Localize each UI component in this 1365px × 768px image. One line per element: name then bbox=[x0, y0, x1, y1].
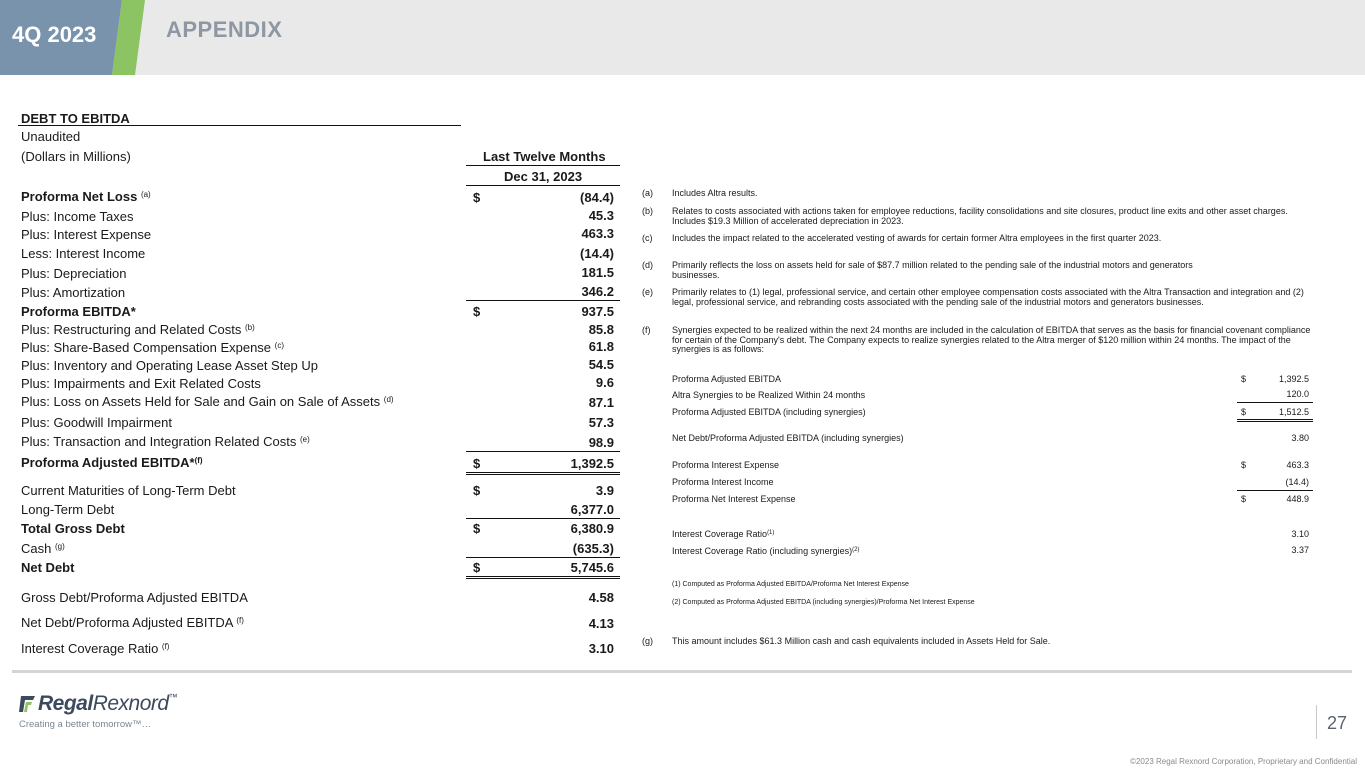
row-label-proforma-net-loss: Proforma Net Loss $^{(a)}$ bbox=[21, 189, 151, 204]
row-label-transaction-costs: Plus: Transaction and Integration Related Costs $^{(e)}$ bbox=[21, 434, 310, 449]
subtotal-rule bbox=[466, 300, 620, 301]
row-value: 6,380.9 bbox=[570, 521, 614, 536]
synergy-footnote-2: (2) Computed as Proforma Adjusted EBITDA (including synergies)/Proforma Net Interest Expense bbox=[672, 599, 975, 606]
synergy-subtotal-rule bbox=[1237, 402, 1313, 403]
company-tagline: Creating a better tomorrow™… bbox=[19, 719, 151, 730]
subtotal-rule bbox=[466, 518, 620, 519]
page-number: 27 bbox=[1327, 713, 1348, 733]
row-label-inventory-step-up: Plus: Inventory and Operating Lease Asset Step Up bbox=[21, 358, 319, 373]
synergy-label-coverage: Interest Coverage Ratio$^{(1)}$ bbox=[672, 529, 775, 539]
row-value: 98.9 bbox=[588, 435, 614, 450]
row-dollar: $ bbox=[473, 483, 481, 498]
note-text-a: Includes Altra results. bbox=[672, 188, 758, 198]
row-label-net-debt-ratio: Net Debt/Proforma Adjusted EBITDA $^{(f)}$ bbox=[21, 615, 244, 630]
subtotal-rule bbox=[466, 557, 620, 558]
row-label-net-debt: Net Debt bbox=[21, 560, 75, 575]
header-bar bbox=[0, 0, 1365, 75]
synergy-label-interest-expense: Proforma Interest Expense bbox=[672, 460, 780, 470]
row-label-income-taxes: Plus: Income Taxes bbox=[21, 209, 134, 224]
regal-rexnord-logo-icon bbox=[18, 694, 38, 714]
synergy-value: (14.4) bbox=[1285, 477, 1309, 487]
note-letter-d: (d) bbox=[642, 260, 653, 270]
row-label-current-maturities: Current Maturities of Long-Term Debt bbox=[21, 483, 236, 498]
row-label-amortization: Plus: Amortization bbox=[21, 285, 126, 300]
note-letter-e: (e) bbox=[642, 287, 653, 297]
note-text-e: Primarily relates to (1) legal, professional service, and certain other employee compensation costs associated with the Altra Transaction and integration and (2) legal, professional service, and rebranding costs associated with the pending sale of the industrial motors and generators businesses. bbox=[672, 287, 1304, 307]
subtotal-rule bbox=[466, 451, 620, 452]
row-label-depreciation: Plus: Depreciation bbox=[21, 266, 127, 281]
row-dollar: $ bbox=[473, 304, 481, 319]
row-label-long-term-debt: Long-Term Debt bbox=[21, 502, 115, 517]
synergy-dollar: $ bbox=[1241, 374, 1247, 384]
table-subtitle: Unaudited bbox=[21, 129, 81, 144]
synergy-footnote-1: (1) Computed as Proforma Adjusted EBITDA/Proforma Net Interest Expense bbox=[672, 581, 909, 588]
row-value: 3.9 bbox=[595, 483, 614, 498]
column-subheader-underline bbox=[466, 185, 620, 186]
column-header-underline bbox=[466, 165, 620, 166]
synergy-value: 1,512.5 bbox=[1278, 407, 1309, 417]
column-subheader: Dec 31, 2023 bbox=[504, 169, 583, 184]
synergy-label-coverage-incl: Interest Coverage Ratio (including synergies)$^{(2)}$ bbox=[672, 546, 860, 556]
row-label-gross-debt-ratio: Gross Debt/Proforma Adjusted EBITDA bbox=[21, 590, 248, 605]
row-dollar: $ bbox=[473, 190, 481, 205]
synergy-value: 1,392.5 bbox=[1278, 374, 1309, 384]
synergy-value: 463.3 bbox=[1286, 460, 1309, 470]
row-value: 346.2 bbox=[581, 284, 614, 299]
title-underline bbox=[18, 125, 461, 126]
row-value: 4.58 bbox=[588, 590, 614, 605]
note-letter-b: (b) bbox=[642, 206, 653, 216]
quarter-badge bbox=[0, 0, 140, 75]
synergy-label-adj-ebitda-incl: Proforma Adjusted EBITDA (including synergies) bbox=[672, 407, 866, 417]
synergy-label-interest-income: Proforma Interest Income bbox=[672, 477, 774, 487]
row-label-proforma-ebitda: Proforma EBITDA* bbox=[21, 304, 136, 319]
page-number-divider bbox=[1316, 705, 1317, 739]
note-letter-a: (a) bbox=[642, 188, 653, 198]
row-label-interest-coverage: Interest Coverage Ratio $^{(f)}$ bbox=[21, 641, 170, 656]
synergy-label-adj-ebitda: Proforma Adjusted EBITDA bbox=[672, 374, 782, 384]
note-text-b: Relates to costs associated with actions taken for employee reductions, facility consolidations and site closures, product line exits and other asset charges. Includes $19.3 Million of accelerated depreciation in 2023. bbox=[672, 206, 1288, 226]
row-value: 181.5 bbox=[581, 265, 614, 280]
row-value: 4.13 bbox=[588, 616, 614, 631]
synergy-subtotal-rule bbox=[1237, 490, 1313, 491]
synergy-value: 3.37 bbox=[1291, 545, 1309, 555]
note-letter-c: (c) bbox=[642, 233, 653, 243]
row-label-impairments: Plus: Impairments and Exit Related Costs bbox=[21, 376, 261, 391]
company-logo: RegalRexnord™ bbox=[38, 692, 178, 715]
row-value: 5,745.6 bbox=[570, 560, 614, 575]
row-value: 61.8 bbox=[588, 339, 614, 354]
note-text-g: This amount includes $61.3 Million cash and cash equivalents included in Assets Held for Sale. bbox=[672, 636, 1051, 646]
page-title: APPENDIX bbox=[166, 17, 283, 42]
row-dollar: $ bbox=[473, 560, 481, 575]
row-label-loss-on-assets: Plus: Loss on Assets Held for Sale and Gain on Sale of Assets $^{(d)}$ bbox=[21, 394, 394, 409]
row-dollar: $ bbox=[473, 456, 481, 471]
synergy-value: 3.10 bbox=[1291, 529, 1309, 539]
row-value: 937.5 bbox=[581, 304, 614, 319]
synergy-value: 3.80 bbox=[1291, 433, 1309, 443]
row-value: (14.4) bbox=[580, 246, 614, 261]
total-double-rule bbox=[466, 576, 620, 579]
synergy-double-rule bbox=[1237, 419, 1313, 422]
row-value: (635.3) bbox=[572, 541, 614, 556]
synergy-dollar: $ bbox=[1241, 407, 1247, 417]
row-label-share-based-comp: Plus: Share-Based Compensation Expense $^{(c)}$ bbox=[21, 340, 284, 355]
synergy-label-net-debt-ratio: Net Debt/Proforma Adjusted EBITDA (including synergies) bbox=[672, 433, 904, 443]
row-value: (84.4) bbox=[580, 190, 614, 205]
row-dollar: $ bbox=[473, 521, 481, 536]
row-label-interest-income: Less: Interest Income bbox=[21, 246, 146, 261]
row-value: 87.1 bbox=[588, 395, 614, 410]
row-value: 85.8 bbox=[588, 322, 614, 337]
note-text-c: Includes the impact related to the accelerated vesting of awards for certain former Altra employees in the first quarter 2023. bbox=[672, 233, 1162, 243]
footer-divider bbox=[12, 670, 1352, 673]
synergy-label-net-interest: Proforma Net Interest Expense bbox=[672, 494, 796, 504]
total-double-rule bbox=[466, 472, 620, 475]
row-label-total-gross-debt: Total Gross Debt bbox=[21, 521, 125, 536]
row-label-proforma-adjusted-ebitda: Proforma Adjusted EBITDA*$^{(f)}$ bbox=[21, 455, 203, 470]
table-units: (Dollars in Millions) bbox=[21, 149, 131, 164]
note-letter-g: (g) bbox=[642, 636, 653, 646]
row-value: 57.3 bbox=[588, 415, 614, 430]
note-text-f: Synergies expected to be realized within the next 24 months are included in the calculation of EBITDA that serves as the basis for financial covenant compliance for certain of the Company's debt. The Company expects to realize synergies related to the Altra merger of $120 million within 24 months. The impact of the synergies is as follows: bbox=[672, 325, 1311, 354]
copyright-notice: ©2023 Regal Rexnord Corporation, Proprietary and Confidential bbox=[1130, 757, 1357, 766]
quarter-label: 4Q 2023 bbox=[12, 22, 97, 47]
table-title: DEBT TO EBITDA bbox=[21, 111, 130, 126]
synergy-dollar: $ bbox=[1241, 460, 1247, 470]
synergy-label-altra-synergies: Altra Synergies to be Realized Within 24 months bbox=[672, 390, 866, 400]
note-letter-f: (f) bbox=[642, 325, 651, 335]
row-value: 463.3 bbox=[581, 226, 614, 241]
row-value: 6,377.0 bbox=[570, 502, 614, 517]
row-value: 9.6 bbox=[595, 375, 614, 390]
row-value: 45.3 bbox=[588, 208, 614, 223]
row-label-cash: Cash $^{(g)}$ bbox=[21, 541, 65, 556]
synergy-dollar: $ bbox=[1241, 494, 1247, 504]
row-value: 3.10 bbox=[588, 641, 614, 656]
column-header: Last Twelve Months bbox=[483, 149, 606, 164]
row-value: 54.5 bbox=[588, 357, 614, 372]
synergy-value: 448.9 bbox=[1286, 494, 1309, 504]
row-label-restructuring: Plus: Restructuring and Related Costs $^{(b)}$ bbox=[21, 322, 255, 337]
synergy-value: 120.0 bbox=[1286, 389, 1309, 399]
row-label-goodwill: Plus: Goodwill Impairment bbox=[21, 415, 172, 430]
note-text-d: Primarily reflects the loss on assets held for sale of $87.7 million related to the pending sale of the industrial motors and generators businesses. bbox=[672, 260, 1193, 280]
row-value: 1,392.5 bbox=[570, 456, 614, 471]
row-label-interest-expense: Plus: Interest Expense bbox=[21, 227, 152, 242]
